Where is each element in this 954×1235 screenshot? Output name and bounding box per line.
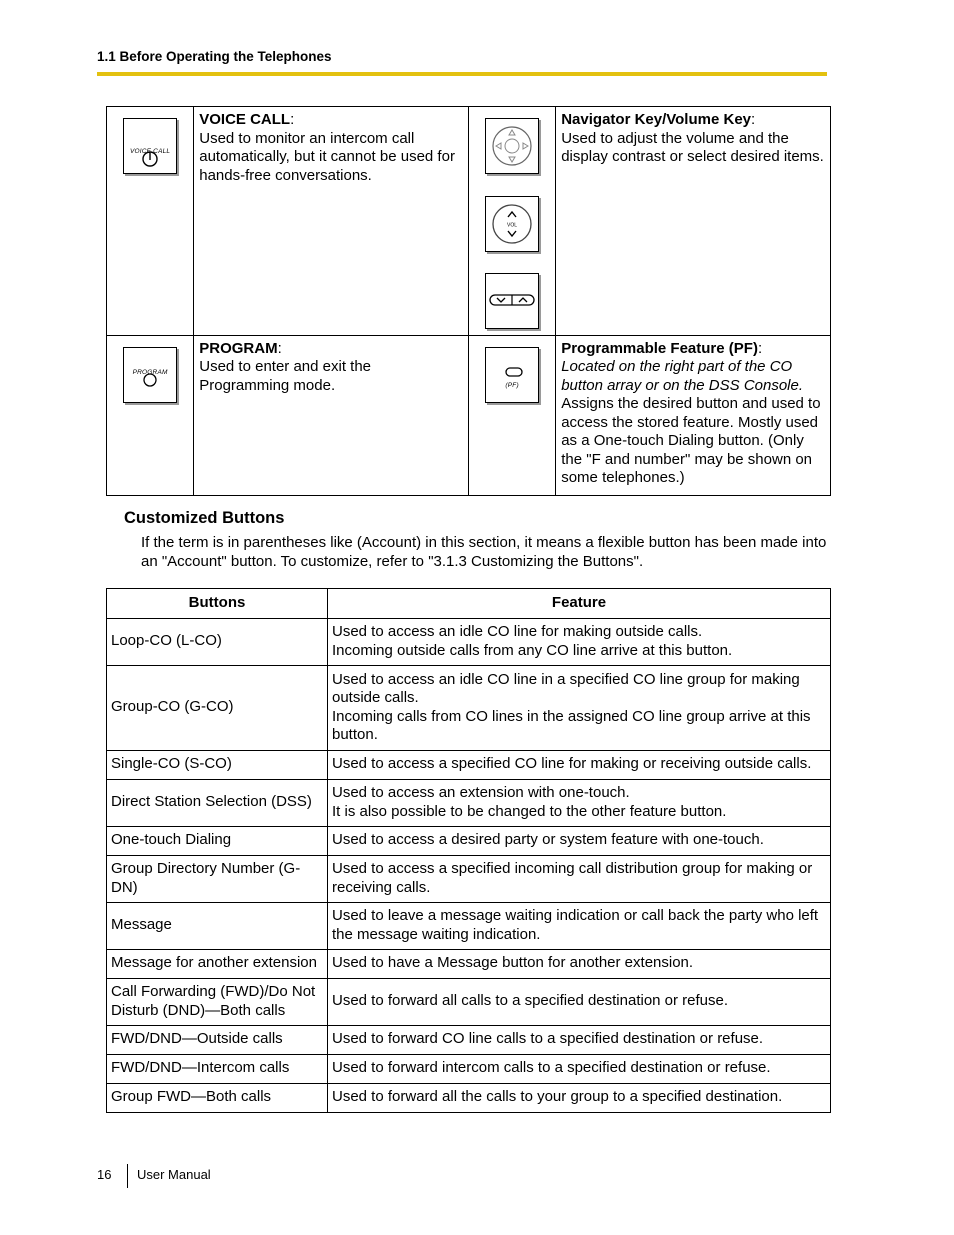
button-name-cell: Loop-CO (L-CO): [107, 618, 328, 665]
table-row: [107, 826, 831, 855]
feature-line: Used to forward all calls to a specified destination or refuse.: [332, 992, 729, 1010]
program-key-icon: PROGRAM: [123, 347, 177, 403]
customized-buttons-table: [106, 588, 831, 1113]
feature-line: Used to access an idle CO line for making outside calls.: [332, 623, 703, 640]
feature-cell: [328, 949, 831, 978]
button-name-cell: Call Forwarding (FWD)/Do Not Disturb (DND)—Both calls: [107, 978, 328, 1025]
svg-text:VOL: VOL: [507, 222, 518, 228]
feature-cell: [328, 855, 831, 902]
feature-line: Used to leave a message waiting indication or call back the party who left the message waiting indication.: [332, 907, 819, 943]
feature-cell: [328, 1054, 831, 1083]
feature-cell: [328, 750, 831, 779]
key-description-table: [106, 106, 831, 496]
button-name-cell: Group-CO (G-CO): [107, 665, 328, 750]
pf-icon-cell: [468, 335, 555, 495]
button-name-cell: One-touch Dialing: [107, 826, 328, 855]
feature-line: Used to have a Message button for another extension.: [332, 954, 694, 972]
footer-title: User Manual: [137, 1167, 211, 1182]
button-name-cell: Message for another extension: [107, 949, 328, 978]
four-way-navigator-icon: [486, 119, 538, 173]
voice-call-icon-cell: [107, 107, 194, 336]
feature-line: Used to access a desired party or system feature with one-touch.: [332, 831, 764, 849]
feature-line: Used to forward all the calls to your group to a specified destination.: [332, 1088, 783, 1106]
table-row: [107, 949, 831, 978]
feature-line: Used to access a specified incoming call distribution group for making or receiving calls.: [332, 860, 813, 896]
feature-cell: [328, 902, 831, 949]
header-rule: [97, 72, 827, 76]
button-name-cell: Single-CO (S-CO): [107, 750, 328, 779]
customized-buttons-description: If the term is in parentheses like (Account) in this section, it means a flexible button has been made into an "Account" button. To customize, refer to "3.1.3 Customizing the Buttons".: [141, 534, 827, 570]
customized-buttons-heading: Customized Buttons: [124, 509, 285, 527]
power-icon: [124, 119, 176, 173]
navigator-icon-cell: [468, 107, 555, 336]
navigator-key-icon: [485, 118, 539, 174]
table-row: [107, 1025, 831, 1054]
feature-cell: [328, 1025, 831, 1054]
button-name-cell: FWD/DND—Intercom calls: [107, 1054, 328, 1083]
voice-call-key-icon: VOICE CALL: [123, 118, 177, 174]
round-volume-icon: [486, 197, 538, 251]
round-key-icon: [124, 348, 176, 402]
pf-description: Programmable Feature (PF): Located on the right part of the CO button array or on the DSS Console. Assigns the desired button and used to access the stored feature. Mostly used as a One-touch Dialing button. (Only the "F and number" may be shown on some telephones.): [556, 335, 831, 495]
column-header-feature: Feature: [328, 589, 831, 619]
feature-cell: [328, 618, 831, 665]
table-row: [107, 1083, 831, 1112]
volume-rocker-icon: [485, 273, 539, 329]
feature-cell: [328, 826, 831, 855]
button-name-cell: Direct Station Selection (DSS): [107, 779, 328, 826]
voice-call-description: VOICE CALL: Used to monitor an intercom call automatically, but it cannot be used for hands-free conversations.: [194, 107, 469, 336]
feature-line: It is also possible to be changed to the other feature button.: [332, 802, 727, 820]
table-row: [107, 1054, 831, 1083]
feature-cell: [328, 665, 831, 750]
table-row: [107, 779, 831, 826]
feature-line: Used to forward CO line calls to a specified destination or refuse.: [332, 1030, 764, 1048]
button-name-cell: Group FWD—Both calls: [107, 1083, 328, 1112]
column-header-buttons: Buttons: [107, 589, 328, 619]
program-description: PROGRAM: Used to enter and exit the Programming mode.: [194, 335, 469, 495]
button-name-cell: FWD/DND—Outside calls: [107, 1025, 328, 1054]
feature-cell: [328, 1083, 831, 1112]
feature-cell: [328, 779, 831, 826]
pf-key-icon: (PF): [485, 347, 539, 403]
feature-line: Used to access an extension with one-touch.: [332, 784, 630, 801]
feature-line: Used to access a specified CO line for making or receiving outside calls.: [332, 755, 812, 773]
navigator-description: Navigator Key/Volume Key: Used to adjust the volume and the display contrast or select desired items.: [556, 107, 831, 336]
table-row: [107, 855, 831, 902]
up-down-rocker-icon: [486, 274, 538, 328]
table-row: [107, 618, 831, 665]
footer-divider: [127, 1164, 128, 1188]
table-row: [107, 750, 831, 779]
program-icon-cell: [107, 335, 194, 495]
feature-line: Incoming calls from CO lines in the assigned CO line group arrive at this button.: [332, 707, 811, 743]
volume-key-icon: [485, 196, 539, 252]
section-header: 1.1 Before Operating the Telephones: [97, 49, 332, 64]
feature-line: Incoming outside calls from any CO line arrive at this button.: [332, 641, 733, 659]
feature-line: Used to access an idle CO line in a specified CO line group for making outside calls.: [332, 670, 800, 706]
feature-line: Used to forward intercom calls to a specified destination or refuse.: [332, 1059, 771, 1077]
table-row: [107, 902, 831, 949]
page-number: 16: [97, 1167, 112, 1182]
table-row: [107, 978, 831, 1025]
feature-cell: [328, 978, 831, 1025]
table-row: [107, 665, 831, 750]
button-name-cell: Message: [107, 902, 328, 949]
button-name-cell: Group Directory Number (G-DN): [107, 855, 328, 902]
